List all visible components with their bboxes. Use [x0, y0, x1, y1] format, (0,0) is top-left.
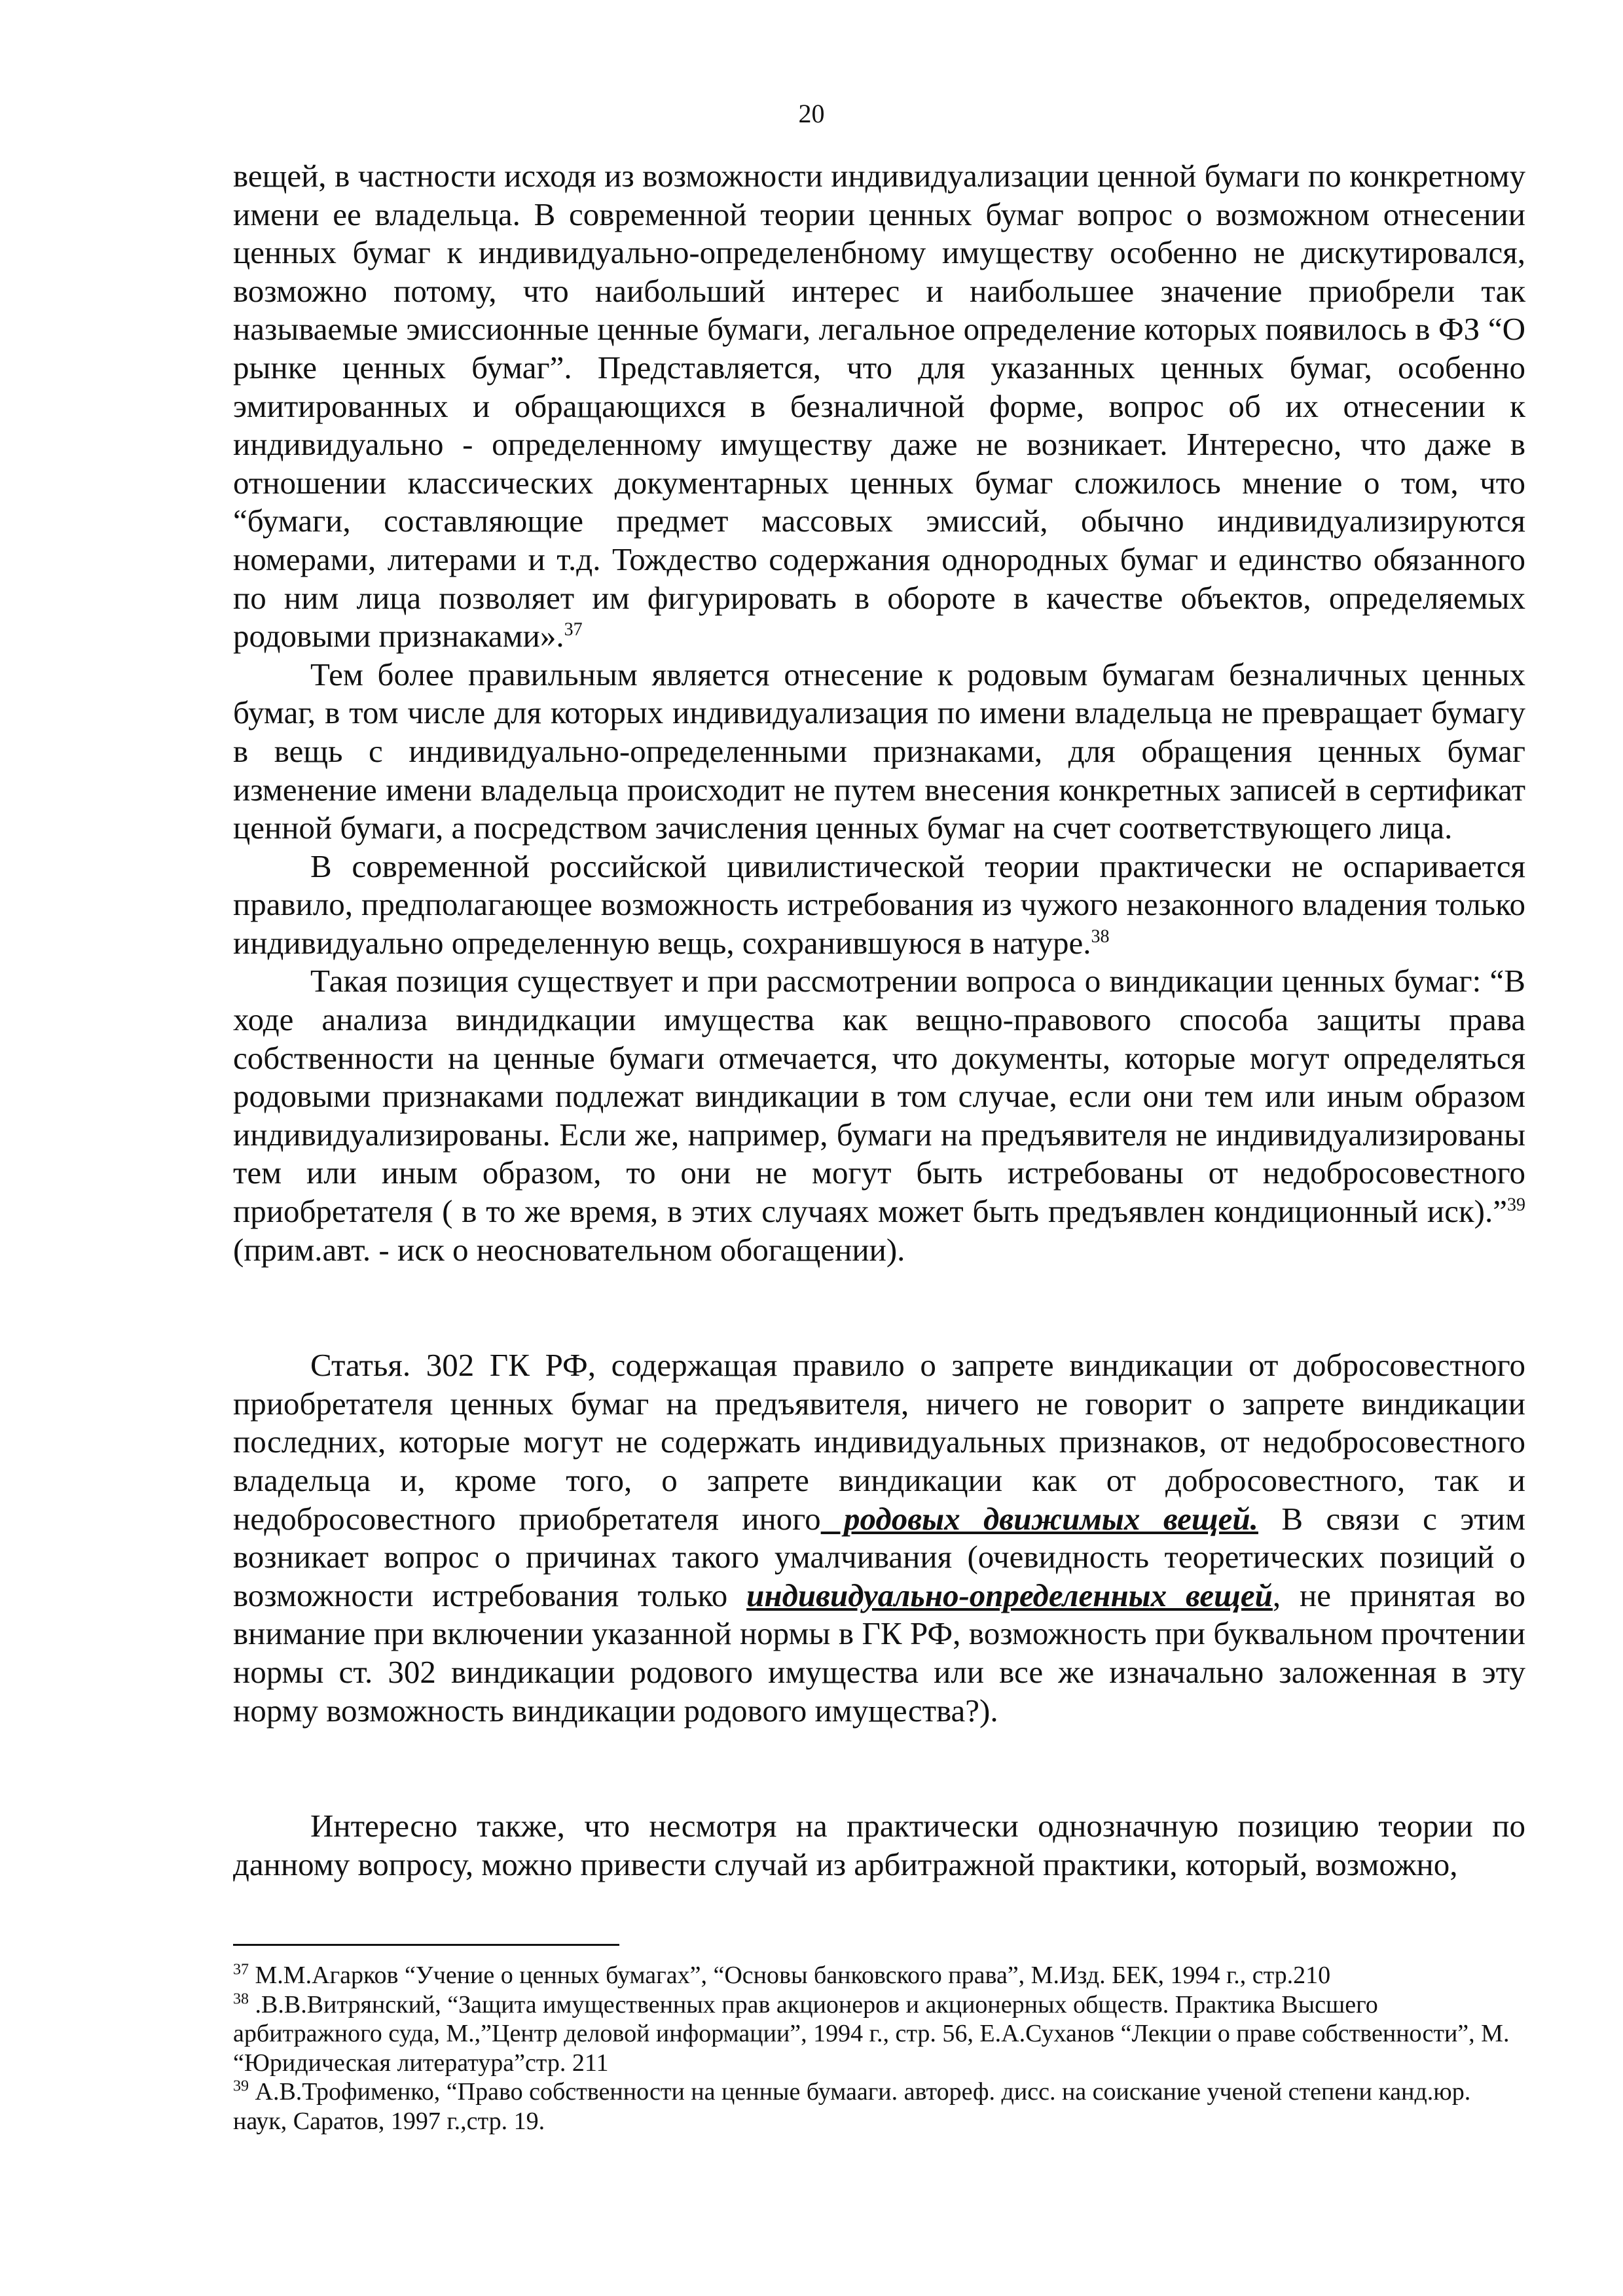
- paragraph-2: Тем более правильным является отнесение к родовым бумагам безналичных ценных бумаг, в том числе для которых индивидуализация по имени владельца не превращает бумагу в вещь с индивидуально-определенными признаками, для обращения ценных бумаг изменение имени владельца происходит не путем внесения конкретных записей в сертификат ценной бумаги, а посредством зачисления ценных бумаг на счет соответствующего лица.: [233, 656, 1525, 846]
- footnote-38: [233, 1990, 1525, 2078]
- paragraph-5-text-middle: В связи с этим возникает вопрос о причинах такого умалчивания (очевидность теоретических позиций о возможности истребования только: [233, 1500, 1526, 1613]
- footnotes: [233, 1961, 1525, 2136]
- emphasis-individually-defined-things: индивидуально-определенных вещей: [746, 1577, 1273, 1613]
- footnote-number: 38: [233, 1990, 249, 2007]
- footnote-37: [233, 1961, 1525, 1990]
- paragraph-4: [233, 962, 1525, 1269]
- footnote-text: М.М.Агарков “Учение о ценных бумагах”, “Основы банковского права”, М.Изд. БЕК, 1994 г., стр.210: [249, 1962, 1331, 1989]
- footnote-ref-37[interactable]: 37: [564, 619, 583, 640]
- paragraph-4-author-note: (прим.авт. - иск о неосновательном обогащении).: [233, 1231, 905, 1268]
- emphasis-generic-movables: родовых движимых вещей.: [820, 1500, 1258, 1537]
- page-number: 20: [798, 99, 825, 128]
- footnote-39: [233, 2077, 1525, 2136]
- paragraph-5: [233, 1346, 1525, 1730]
- footnote-ref-38[interactable]: 38: [1091, 926, 1110, 947]
- body-text: [233, 157, 1525, 1884]
- paragraph-3: [233, 848, 1525, 963]
- paragraph-5-text-end: , не принятая во внимание при включении указанной нормы в ГК РФ, возможность при буквальном прочтении нормы ст. 302 виндикации родового имущества или все же изначально заложенная в эту норму возможность виндикации родового имущества?).: [233, 1577, 1525, 1729]
- paragraph-6: Интересно также, что несмотря на практически однозначную позицию теории по данному вопросу, можно привести случай из арбитражной практики, который, возможно,: [233, 1808, 1525, 1882]
- footnote-number: 37: [233, 1961, 249, 1979]
- paragraph-1-text: вещей, в частности исходя из возможности индивидуализации ценной бумаги по конкретному имени ее владельца. В современной теории ценных бумаг вопрос о возможном отнесении ценных бумаг к индивидуально-определенбному имуществу особенно не дискутировался, возможно потому, что наибольший интерес и наибольшее значение приобрели так называемые эмиссионные ценные бумаги, легальное определение которых появилось в ФЗ “О рынке ценных бумаг”. Представляется, что для указанных ценных бумаг, особенно эмитированных и обращающихся в безналичной форме, вопрос об их отнесении к индивидуально - определенному имуществу даже не возникает. Интересно, что даже в отношении классических документарных ценных бумаг сложилось мнение о том, что “бумаги, составляющие предмет массовых эмиссий, обычно индивидуализируются номерами, литерами и т.д. Тождество содержания однородных бумаг и единство обязанного по ним лица позволяет им фигурировать в обороте в качестве объектов, определяемых родовыми признаками».: [233, 158, 1525, 655]
- paragraph-5-text-start: Статья. 302 ГК РФ, содержащая правило о запрете виндикации от добросовестного приобретателя ценных бумаг на предъявителя, ничего не говорит о запрете виндикации последних, которые могут не содержать индивидуальных признаков, от недобросовестного владельца и, кроме того, о запрете виндикации как от добросовестного, так и недобросовестного приобретателя иного: [233, 1347, 1525, 1537]
- footnote-text: А.В.Трофименко, “Право собственности на ценные бумааги. автореф. дисс. на соискание ученой степени канд.юр. наук, Саратов, 1997 г.,стр. 19.: [233, 2078, 1471, 2135]
- footnote-number: 39: [233, 2077, 249, 2095]
- paragraph-1: [233, 157, 1525, 656]
- footnote-text: .В.В.Витрянский, “Защита имущественных прав акционеров и акционерных обществ. Практика Высшего арбитражного суда, М.,”Центр деловой информации”, 1994 г., стр. 56, Е.А.Суханов “Лекции о праве собственности”, М. “Юридическая литература”стр. 211: [233, 1990, 1510, 2077]
- paragraph-4-text: Такая позиция существует и при рассмотрении вопроса о виндикации ценных бумаг: “В ходе анализа виндидкации имущества как вещно-правового способа защиты права собственности на ценные бумаги отмечается, что документы, которые могут определяться родовыми признаками подлежат виндикации в том случае, если они тем или иным образом индивидуализированы. Если же, например, бумаги на предъявителя не индивидуализированы тем или иным образом, то они не могут быть истребованы от недобросовестного приобретателя ( в то же время, в этих случаях может быть предъявлен кондиционный иск).”: [233, 963, 1525, 1230]
- footnote-separator: [233, 1944, 619, 1946]
- paragraph-3-text: В современной российской цивилистической теории практически не оспаривается правило, предполагающее возможность истребования из чужого незаконного владения только индивидуально определенную вещь, сохранившуюся в натуре.: [233, 848, 1525, 961]
- footnote-ref-39[interactable]: 39: [1507, 1194, 1525, 1215]
